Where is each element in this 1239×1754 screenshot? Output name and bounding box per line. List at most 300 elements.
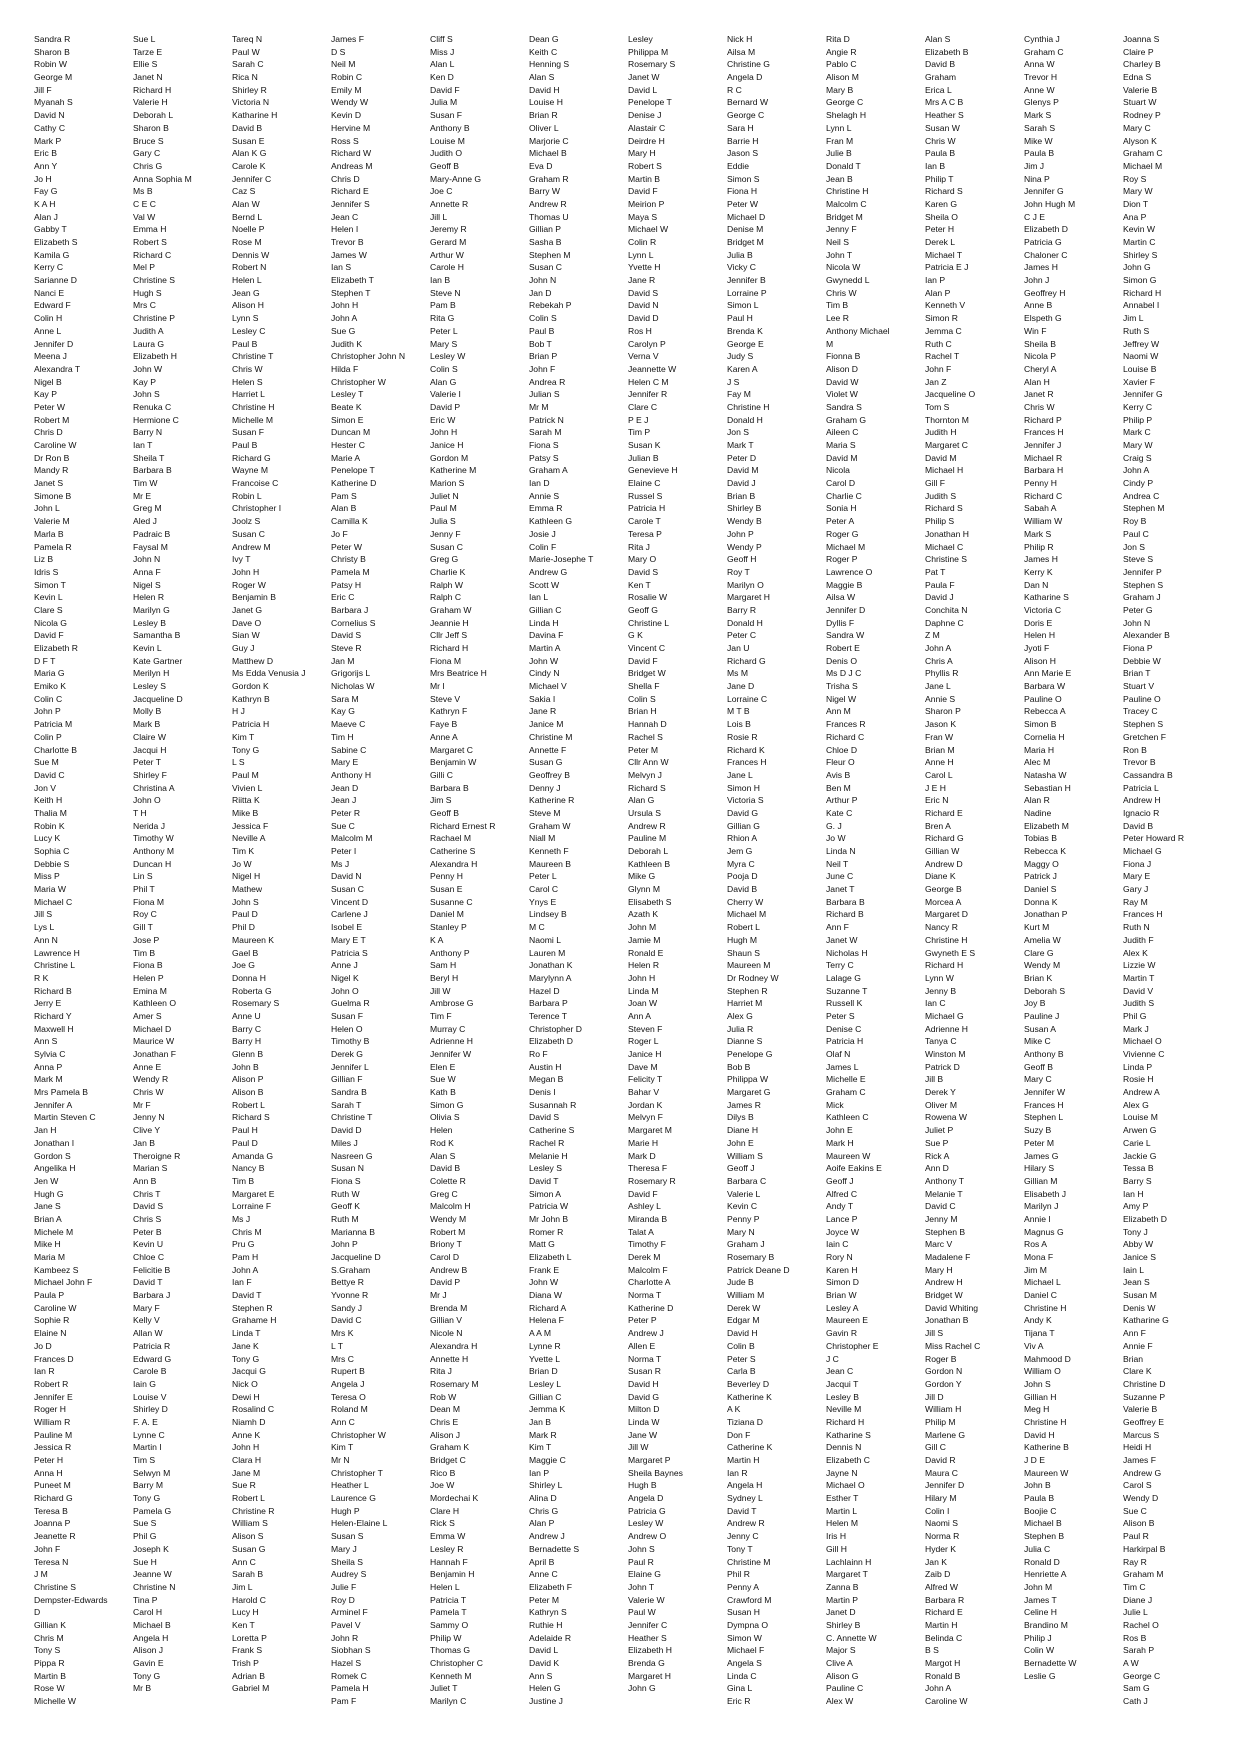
name-entry: Jan U (727, 643, 750, 653)
name-entry: Colin H (34, 313, 63, 324)
name-entry: Christine M (529, 731, 573, 742)
name-entry: Ann S (529, 1670, 553, 1681)
name-entry: Ian L (529, 592, 549, 603)
name-entry: Tony G (232, 1353, 260, 1364)
name-entry: Mary J (331, 1543, 357, 1554)
name-entry: Mary O (628, 554, 657, 565)
name-entry: Patricia M (34, 719, 73, 730)
name-entry: Andrew B (430, 1264, 468, 1275)
name-entry: Patsy H (331, 579, 362, 590)
name-entry: Kathryn S (529, 1607, 567, 1618)
name-entry: Susan C (529, 262, 562, 273)
name-entry: Robert S (628, 160, 662, 171)
name-entry: Sonia H (826, 503, 857, 514)
name-entry: Ynys E (529, 896, 557, 907)
name-entry: Catherine K (727, 1442, 773, 1453)
name-entry: Lynn S (232, 313, 259, 324)
name-entry: Simon G (1123, 275, 1157, 286)
name-entry: David N (331, 871, 362, 882)
name-entry: Pat T (925, 566, 946, 577)
name-entry: Philip W (430, 1632, 462, 1643)
name-entry: Colin S (430, 363, 458, 374)
name-entry: Jenny M (925, 1213, 958, 1224)
name-entry: Frances H (1123, 909, 1163, 920)
name-entry: Joan W (628, 998, 658, 1009)
name-entry: David P (430, 1277, 461, 1288)
name-entry: Ivy T (232, 554, 251, 565)
name-entry: Mr E (133, 490, 152, 501)
name-entry: Timothy W (133, 833, 174, 844)
name-entry: H J (232, 706, 245, 717)
name-entry: Avis B (826, 769, 851, 780)
name-entry: Sam H (430, 960, 457, 971)
name-entry: Rachel O (1123, 1619, 1159, 1630)
name-entry: Kevin D (331, 110, 362, 121)
name-entry: Sabine C (331, 744, 367, 755)
name-entry: Alan W (232, 198, 260, 209)
name-entry: Pippa R (34, 1658, 65, 1668)
name-entry: Sue W (430, 1074, 456, 1085)
name-entry: Henning S (529, 59, 570, 70)
name-entry: John F (529, 363, 556, 374)
name-entry: Nick H (727, 34, 753, 44)
name-entry: Bridget W (628, 668, 666, 679)
name-entry: Martin A (529, 643, 561, 653)
name-entry: Dyllis F (826, 617, 855, 628)
name-entry: Louise H (529, 97, 563, 108)
name-entry: Claire W (133, 731, 166, 742)
name-entry: Harriet M (727, 998, 763, 1009)
name-entry: Barbara B (826, 896, 865, 907)
name-entry: Anne C (529, 1569, 558, 1580)
name-entry: David B (232, 122, 263, 133)
name-entry: Diane J (1123, 1594, 1153, 1605)
name-entry: Sandra B (331, 1087, 367, 1098)
name-entry: Annette F (529, 744, 567, 755)
name-entry: Emina M (133, 985, 167, 996)
name-entry: Juliet T (430, 1683, 458, 1694)
name-entry: Ian S (331, 262, 352, 273)
name-entry: Benjamin W (430, 757, 477, 768)
name-entry: Chris W (826, 287, 857, 298)
name-entry: Tareq N (232, 34, 263, 44)
name-entry: Fran W (925, 731, 954, 742)
name-entry: Karen A (727, 363, 758, 374)
name-entry: Hugh S (133, 287, 162, 298)
name-entry: Tim K (232, 846, 255, 856)
name-entry: Shirley F (133, 769, 167, 780)
name-entry: David P (430, 401, 461, 412)
name-entry: Bahar V (628, 1087, 660, 1098)
name-entry: Maureen E (826, 1315, 869, 1326)
name-entry: Dympna O (727, 1619, 769, 1630)
name-entry: Barbara C (727, 1175, 767, 1186)
name-entry: Sabah A (1024, 503, 1057, 514)
name-entry: Patricia H (232, 719, 270, 730)
name-entry: Valerie I (430, 389, 461, 400)
name-entry: Rose M (232, 237, 262, 247)
name-entry: Richard P (1024, 414, 1062, 425)
name-entry: Meg H (1024, 1404, 1050, 1415)
name-entry: Dave O (232, 617, 262, 628)
name-entry: Patrick D (925, 1061, 960, 1072)
name-entry: Harriet L (232, 389, 265, 400)
name-entry: Rachel S (628, 731, 663, 742)
name-entry: Graham J (1123, 592, 1161, 603)
name-entry: Ms J (232, 1213, 251, 1224)
name-entry: Robert L (727, 922, 760, 933)
name-entry: Alyson K (1123, 135, 1157, 146)
name-entry: Susan E (232, 135, 265, 146)
name-entry: Michael O (826, 1480, 865, 1491)
name-entry: Christine S (34, 1581, 77, 1592)
name-entry: Brian A (34, 1213, 62, 1224)
name-entry: Susan F (430, 110, 463, 121)
name-entry: Ian D (529, 478, 550, 489)
name-entry: Penelope T (331, 465, 375, 476)
name-entry: John G (1123, 262, 1151, 273)
name-entry: Katherine D (628, 1302, 674, 1313)
name-entry: Eric C (331, 592, 355, 603)
name-entry: Chris W (232, 363, 263, 374)
name-entry: Jonathan F (133, 1049, 176, 1059)
name-entry: Kate C (826, 807, 853, 818)
name-entry: Paul R (1123, 1531, 1149, 1542)
name-entry: Malcolm C (826, 198, 867, 209)
name-entry: Graham C (826, 1087, 866, 1098)
name-entry: Helen S (232, 376, 263, 387)
name-entry: Chris E (430, 1416, 459, 1427)
name-entry: Rica N (232, 72, 258, 83)
name-entry: Jeannette W (628, 363, 677, 374)
name-entry: Sarah S (1024, 122, 1056, 133)
name-entry: Richard G (232, 452, 271, 463)
name-entry: Bridget C (430, 1455, 466, 1465)
name-entry: Annie S (529, 490, 560, 501)
name-entry: Rebecca K (1024, 846, 1067, 856)
name-entry: Denis W (1123, 1302, 1156, 1313)
name-entry: Tony S (34, 1645, 61, 1656)
name-entry: Richard W (331, 148, 372, 159)
name-entry: David G (628, 1391, 660, 1402)
name-entry: Helen H (1024, 630, 1056, 641)
name-entry: Phil G (133, 1531, 157, 1542)
name-entry: Christopher W (331, 376, 386, 387)
name-entry: Jenny F (430, 528, 461, 539)
name-entry: Robert L (232, 1493, 265, 1504)
name-entry: Louise B (1123, 363, 1157, 374)
name-entry: Alex K (1123, 947, 1148, 958)
name-entry: Jyoti F (1024, 643, 1050, 653)
name-entry: Lynne R (529, 1340, 561, 1351)
name-entry: Peter W (34, 401, 66, 412)
name-entry: Lesley (628, 34, 653, 44)
name-entry: Colin S (628, 693, 656, 704)
name-entry: Davina F (529, 630, 564, 641)
name-entry: Andreas M (331, 160, 373, 171)
name-entry: David Whiting (925, 1302, 979, 1313)
name-entry: Anna P (34, 1061, 63, 1072)
names-column-6 (529, 33, 629, 1708)
name-entry: Roger W (232, 579, 266, 590)
name-entry: Anne B (1024, 300, 1053, 311)
name-entry: Cliff S (430, 34, 453, 44)
name-entry: Gary J (1123, 884, 1149, 895)
name-entry: Alan L (430, 59, 455, 70)
name-entry: Paula F (925, 579, 955, 590)
name-entry: Kenneth M (430, 1670, 472, 1681)
name-entry: David J (727, 478, 756, 489)
name-entry: Andrew R (727, 1518, 765, 1529)
name-entry: Dewi H (232, 1391, 260, 1402)
name-entry: Romek C (331, 1670, 367, 1681)
name-entry: Brian K (1024, 972, 1053, 983)
name-entry: Anthony P (430, 947, 470, 958)
name-entry: Colin P (34, 731, 62, 742)
name-entry: Nerida J (133, 820, 165, 831)
name-entry: Jonathan I (34, 1137, 75, 1148)
name-entry: Sian W (232, 630, 260, 641)
name-entry: Tim B (133, 947, 156, 958)
name-entry: Julia M (430, 97, 458, 108)
name-entry: Philip M (925, 1416, 956, 1427)
name-entry: David T (133, 1277, 163, 1288)
name-entry: Robert R (34, 1378, 69, 1389)
name-entry: Mark J (1123, 1023, 1149, 1034)
name-entry: Roberta G (232, 985, 272, 996)
name-entry: Peter A (826, 516, 855, 527)
name-entry: Mike C (1024, 1036, 1051, 1047)
name-entry: Paula P (34, 1290, 65, 1301)
name-entry: Barry N (133, 427, 163, 438)
name-entry: David F (430, 84, 460, 95)
name-entry: Donald T (826, 160, 861, 171)
name-entry: Paul B (232, 440, 258, 450)
name-entry: Charley B (1123, 59, 1161, 70)
name-entry: Kevin L (34, 592, 63, 603)
name-entry: Graham K (430, 1442, 470, 1453)
name-entry: Gill H (826, 1543, 848, 1554)
name-entry: Graham C (1123, 148, 1163, 159)
name-entry: Joolz S (232, 516, 261, 527)
name-entry: Jonathan K (529, 960, 573, 971)
name-entry: Glenys P (1024, 97, 1059, 108)
name-entry: Timothy F (628, 1239, 666, 1250)
name-entry: Alfred C (826, 1188, 858, 1199)
name-entry: Mark M (34, 1074, 63, 1085)
name-entry: Annie F (1123, 1340, 1153, 1351)
name-entry: Karen H (826, 1264, 858, 1275)
name-entry: James F (331, 34, 364, 44)
name-entry: Ian B (430, 275, 451, 286)
name-entry: Michael F (727, 1645, 765, 1656)
name-entry: Barrie H (727, 135, 759, 146)
name-entry: Lesley L (529, 1378, 562, 1389)
name-entry: Chloe D (826, 744, 858, 755)
name-entry: Jemma C (925, 325, 962, 336)
name-entry: Gillian W (925, 846, 960, 856)
name-entry: Anne J (331, 960, 358, 971)
name-entry: A W (1123, 1658, 1139, 1668)
name-entry: Carol D (826, 478, 856, 489)
name-entry: Kenneth F (529, 846, 569, 856)
name-entry: Patricia G (628, 1505, 666, 1516)
name-entry: Shaun S (727, 947, 760, 958)
name-entry: Gillian M (1024, 1175, 1058, 1186)
name-entry: Lorraine C (727, 693, 768, 704)
name-entry: Jan B (133, 1137, 155, 1148)
name-entry: Bridget W (925, 1290, 963, 1301)
name-entry: Peter M (628, 744, 659, 755)
name-entry: Carol H (133, 1607, 163, 1618)
name-entry: Jeanette R (34, 1531, 76, 1542)
name-entry: Barry W (529, 186, 561, 197)
name-entry: Alison D (826, 363, 858, 374)
name-entry: Maureen K (232, 934, 275, 945)
name-entry: Jane R (529, 706, 557, 717)
name-entry: Oliver M (925, 1099, 957, 1110)
name-entry: Mary C (1123, 122, 1151, 133)
name-entry: Patricia S (331, 947, 368, 958)
name-entry: Edgar M (727, 1315, 760, 1326)
name-entry: Helen C M (628, 376, 669, 387)
name-entry: Keith H (34, 795, 63, 806)
name-entry: Theresa F (628, 1163, 668, 1174)
name-entry: Jacqui T (826, 1378, 859, 1389)
name-entry: Michael T (925, 249, 963, 260)
name-entry: Richard S (232, 1112, 270, 1123)
name-entry: Jim L (232, 1581, 253, 1592)
name-entry: Susan S (331, 1531, 364, 1542)
name-entry: Richard Y (34, 1010, 72, 1021)
name-entry: Elaine N (34, 1328, 67, 1339)
name-entry: Charlotte A (628, 1277, 671, 1288)
name-entry: Major S (826, 1645, 856, 1656)
name-entry: Arwen G (1123, 1125, 1157, 1136)
name-entry: Mark T (727, 440, 754, 450)
name-entry: Craig S (1123, 452, 1152, 463)
name-entry: Pauline M (628, 833, 667, 844)
name-entry: Donald H (727, 414, 763, 425)
name-entry: Vicky C (727, 262, 756, 273)
name-entry: Michael D (727, 211, 766, 222)
name-entry: Stephen T (331, 287, 371, 298)
name-entry: Elizabeth M (1024, 820, 1069, 831)
name-entry: Felicitie B (133, 1264, 171, 1275)
name-entry: Brian R (529, 110, 558, 121)
name-entry: Amelia W (1024, 934, 1061, 945)
name-entry: Steven F (628, 1023, 663, 1034)
name-entry: Patricia H (826, 1036, 864, 1047)
name-entry: John A (331, 313, 358, 324)
name-entry: Joy B (1024, 998, 1046, 1009)
name-entry: Judith F (1123, 934, 1154, 945)
name-entry: Valerie B (1123, 1404, 1158, 1415)
name-entry: Margaret H (727, 592, 770, 603)
name-entry: Mary N (727, 1226, 755, 1237)
name-entry: Penelope T (628, 97, 672, 108)
name-entry: David F (628, 655, 658, 666)
name-entry: Brandino M (1024, 1619, 1068, 1630)
name-entry: Janice M (529, 719, 564, 730)
name-entry: Christina A (133, 782, 175, 793)
name-entry: Michael John F (34, 1277, 93, 1288)
name-entry: Bernard W (727, 97, 769, 108)
name-entry: Miss J (430, 46, 455, 57)
name-entry: Julian B (628, 452, 659, 463)
name-entry: Mike G (628, 871, 656, 882)
name-entry: Roger L (628, 1036, 659, 1047)
name-entry: Peter S (727, 1353, 756, 1364)
name-entry: Julie B (826, 148, 852, 159)
name-entry: Daniel S (1024, 884, 1057, 895)
name-entry: Andrea R (529, 376, 566, 387)
name-entry: C E C (133, 198, 156, 209)
name-entry: Carole H (430, 262, 464, 273)
name-entry: Tim F (430, 1010, 452, 1021)
name-entry: Lesley B (133, 617, 166, 628)
name-entry: L S (232, 757, 245, 768)
name-entry: Deborah S (1024, 985, 1066, 996)
name-entry: Pam S (331, 490, 357, 501)
name-entry: John J (1024, 275, 1050, 286)
name-entry: Shirley R (232, 84, 267, 95)
name-entry: Alison B (232, 1087, 264, 1098)
name-entry: Christopher C (430, 1658, 484, 1668)
name-entry: Elizabeth L (529, 1252, 572, 1262)
name-entry: Allen E (628, 1340, 656, 1351)
name-entry: Richard S (628, 782, 666, 793)
name-entry: Judith S (1123, 998, 1155, 1009)
name-entry: Mark R (529, 1429, 557, 1440)
name-entry: A A M (529, 1328, 551, 1339)
name-entry: Sebastian H (1024, 782, 1071, 793)
name-entry: Lalage G (826, 972, 861, 983)
name-entry: Susan W (925, 122, 960, 133)
name-entry: Jan K (925, 1556, 947, 1567)
name-entry: Mark H (826, 1137, 854, 1148)
name-entry: Pauline O (1123, 693, 1161, 704)
name-entry: Helena F (529, 1315, 564, 1326)
name-entry: Megan B (529, 1074, 564, 1085)
name-entry: Mathew (232, 884, 263, 895)
name-entry: Alison P (232, 1074, 264, 1085)
name-entry: Keith C (529, 46, 558, 57)
name-entry: Helen M (826, 1518, 858, 1529)
name-entry: Iain L (1123, 1264, 1145, 1275)
name-entry: Karen G (925, 198, 958, 209)
name-entry: Christopher T (331, 1467, 383, 1478)
name-entry: Philip S (925, 516, 955, 527)
name-entry: Robert M (34, 414, 70, 425)
name-entry: Frank E (529, 1264, 560, 1275)
name-entry: Pamela M (331, 566, 370, 577)
name-entry: Fay M (727, 389, 751, 400)
name-entry: Shirley B (826, 1619, 861, 1630)
name-entry: Peter S (826, 1010, 855, 1021)
name-entry: Annie S (925, 693, 956, 704)
name-entry: Arminel F (331, 1607, 368, 1618)
name-entry: Naomi W (1123, 351, 1159, 362)
name-entry: Ros B (1123, 1632, 1147, 1643)
name-entry: Roy C (133, 909, 157, 920)
name-entry: Kay P (133, 376, 156, 387)
name-entry: Francoise C (232, 478, 279, 489)
name-entry: Jane M (232, 1467, 261, 1478)
name-entry: Pauline O (1024, 693, 1062, 704)
name-entry: Marion S (430, 478, 465, 489)
name-entry: Jill B (925, 1074, 944, 1085)
